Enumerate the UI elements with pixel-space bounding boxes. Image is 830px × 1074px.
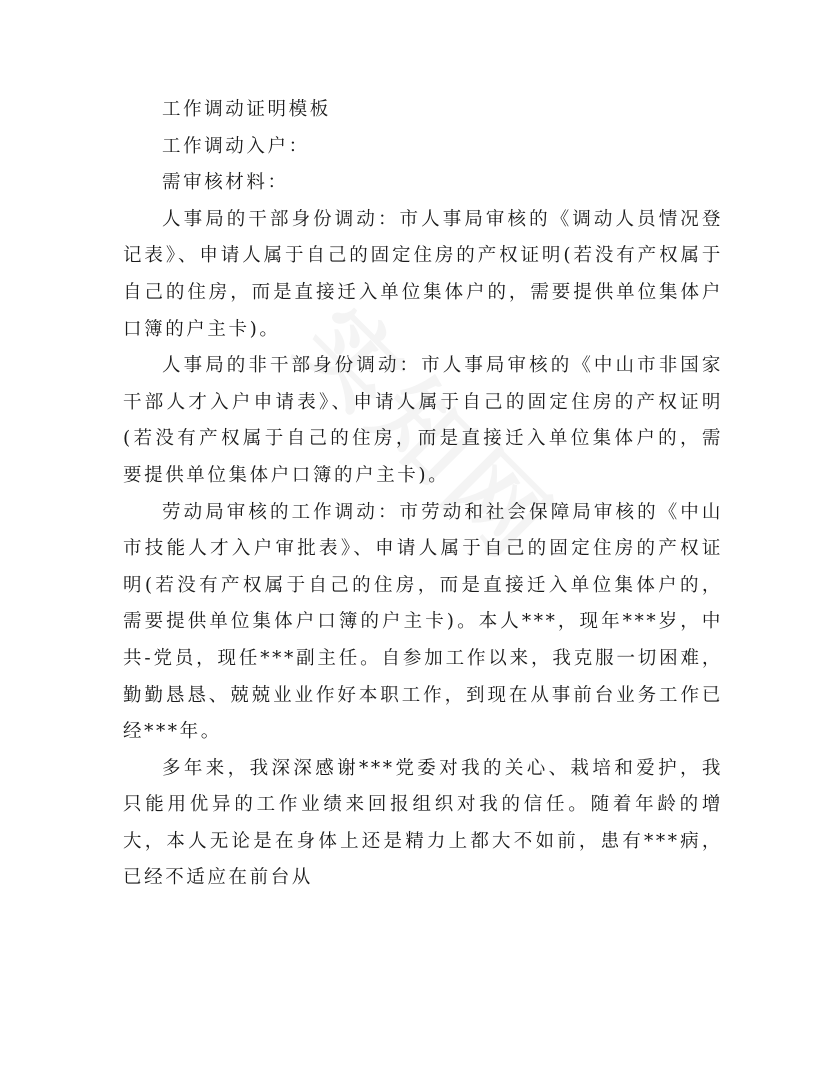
- paragraph-non-cadre-transfer: 人事局的非干部身份调动：市人事局审核的《中山市非国家干部人才入户申请表》、申请人属于自己的固定住房的产权证明(若没有产权属于自己的住房，而是直接迁入单位集体户的，需要提供单位集体户口簿的户主卡)。: [123, 355, 723, 486]
- document-body: [123, 92, 723, 897]
- paragraph-cadre-transfer: 人事局的干部身份调动：市人事局审核的《调动人员情况登记表》、申请人属于自己的固定住房的产权证明(若没有产权属于自己的住房，而是直接迁入单位集体户的，需要提供单位集体户口簿的户主卡)。: [123, 208, 723, 340]
- materials-label: 需审核材料：: [162, 172, 289, 194]
- paragraph-gratitude: 多年来，我深深感谢***党委对我的关心、栽培和爱护，我只能用优异的工作业绩来回报组织对我的信任。随着年龄的增大，本人无论是在身体上还是精力上都大不如前，患有***病，已经不适应在前台从: [123, 757, 723, 889]
- section-subtitle: 工作调动入户：: [162, 135, 310, 157]
- document-title: 工作调动证明模板: [162, 99, 331, 120]
- paragraph-labor-bureau-transfer: 劳动局审核的工作调动：市劳动和社会保障局审核的《中山市技能人才入户审批表》、申请人属于自己的固定住房的产权证明(若没有产权属于自己的住房，而是直接迁入单位集体户的，需要提供单位集体户口簿的户主卡)。本人***，现年***岁，中共-党员，现任***副主任。自参加工作以来，我克服一切困难，勤勤恳恳、兢兢业业作好本职工作，到现在从事前台业务工作已经***年。: [123, 501, 723, 743]
